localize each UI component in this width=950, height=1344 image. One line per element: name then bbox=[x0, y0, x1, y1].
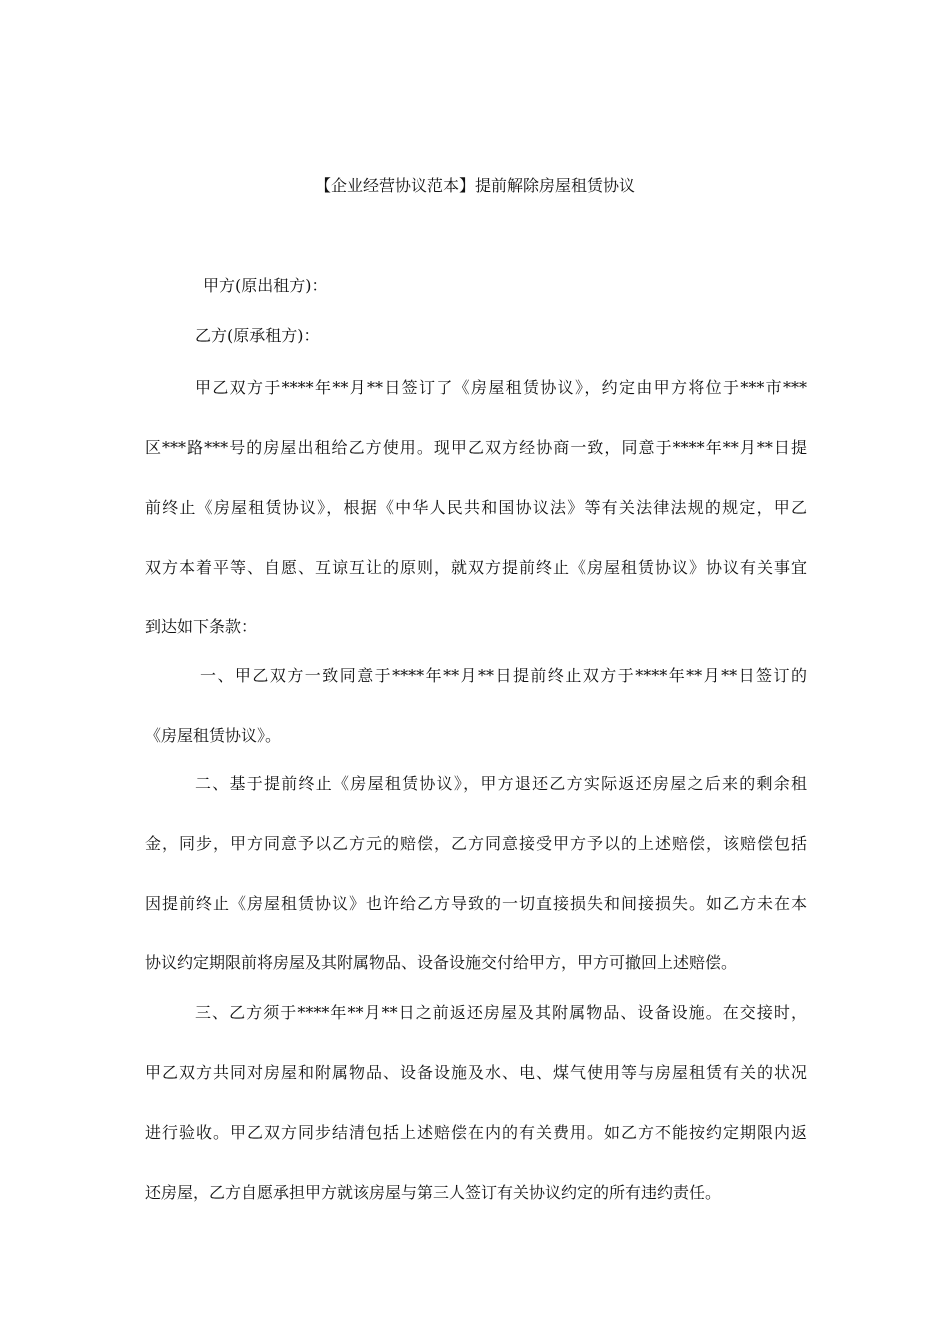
intro-line: 区***路***号的房屋出租给乙方使用。现甲乙双方经协商一致，同意于****年**月**日提 bbox=[145, 438, 807, 457]
clause-3-line: 还房屋，乙方自愿承担甲方就该房屋与第三人签订有关协议约定的所有违约责任。 bbox=[145, 1183, 722, 1202]
party-a-line: 甲方(原出租方)： bbox=[203, 276, 328, 295]
clause-2-line: 金，同步，甲方同意予以乙方元的赔偿，乙方同意接受甲方予以的上述赔偿，该赔偿包括 bbox=[145, 834, 807, 853]
party-b-line: 乙方(原承租方)： bbox=[195, 326, 320, 345]
clause-2-line: 协议约定期限前将房屋及其附属物品、设备设施交付给甲方，甲方可撤回上述赔偿。 bbox=[145, 953, 738, 972]
clause-3-line: 进行验收。甲乙双方同步结清包括上述赔偿在内的有关费用。如乙方不能按约定期限内返 bbox=[145, 1123, 807, 1142]
intro-line: 甲乙双方于****年**月**日签订了《房屋租赁协议》，约定由甲方将位于***市*** bbox=[195, 378, 807, 397]
clause-2-line: 因提前终止《房屋租赁协议》也许给乙方导致的一切直接损失和间接损失。如乙方未在本 bbox=[145, 894, 807, 913]
intro-line: 到达如下条款： bbox=[145, 617, 258, 636]
clause-3-line: 三、乙方须于****年**月**日之前返还房屋及其附属物品、设备设施。在交接时， bbox=[195, 1003, 807, 1022]
clause-2-line: 二、基于提前终止《房屋租赁协议》，甲方退还乙方实际返还房屋之后来的剩余租 bbox=[195, 774, 807, 793]
intro-line: 双方本着平等、自愿、互谅互让的原则，就双方提前终止《房屋租赁协议》协议有关事宜 bbox=[145, 558, 807, 577]
clause-1-line: 一、甲乙双方一致同意于****年**月**日提前终止双方于****年**月**日签订的 bbox=[200, 666, 807, 685]
clause-1-line: 《房屋租赁协议》。 bbox=[145, 726, 282, 745]
document-title: 【企业经营协议范本】提前解除房屋租赁协议 bbox=[314, 176, 635, 195]
intro-line: 前终止《房屋租赁协议》，根据《中华人民共和国协议法》等有关法律法规的规定，甲乙 bbox=[145, 498, 807, 517]
clause-3-line: 甲乙双方共同对房屋和附属物品、设备设施及水、电、煤气使用等与房屋租赁有关的状况 bbox=[145, 1063, 807, 1082]
